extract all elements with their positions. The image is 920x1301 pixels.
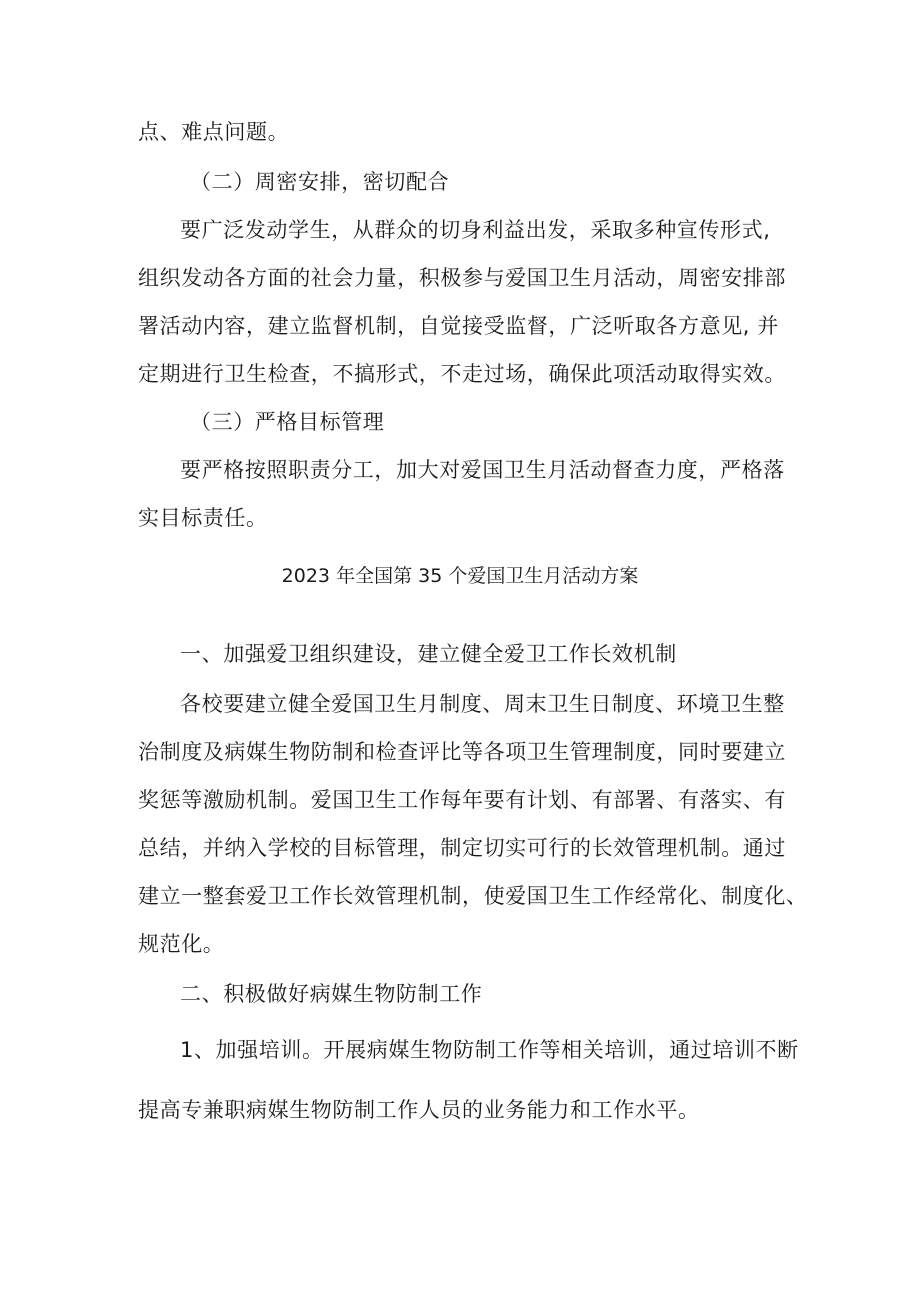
paragraph-line: 建立一整套爱卫工作长效管理机制，使爱国卫生工作经常化、制度化、 — [138, 884, 808, 908]
section-heading: 一、加强爱卫组织建设，建立健全爱卫工作长效机制 — [180, 642, 677, 666]
paragraph-line: 署活动内容，建立监督机制，自觉接受监督，广泛听取各方意见, 并 — [138, 314, 779, 338]
paragraph-line: 规范化。 — [138, 932, 225, 956]
paragraph-line: 要严格按照职责分工，加大对爱国卫生月活动督查力度，严格落 — [180, 458, 785, 482]
paragraph-line: 实目标责任。 — [138, 506, 268, 530]
section-heading: （二）周密安排，密切配合 — [190, 170, 450, 194]
section-heading: 二、积极做好病媒生物防制工作 — [180, 982, 483, 1006]
paragraph-line: 1、加强培训。开展病媒生物防制工作等相关培训，通过培训不断 — [180, 1038, 799, 1062]
document-title: 2023 年全国第 35 个爱国卫生月活动方案 — [281, 565, 639, 587]
paragraph-line: 点、难点问题。 — [138, 120, 290, 144]
paragraph-line: 各校要建立健全爱国卫生月制度、周末卫生日制度、环境卫生整 — [180, 692, 785, 716]
paragraph-line: 要广泛发动学生，从群众的切身利益出发，采取多种宣传形式, — [180, 218, 771, 242]
paragraph-line: 治制度及病媒生物防制和检查评比等各项卫生管理制度，同时要建立 — [138, 740, 786, 764]
paragraph-line: 定期进行卫生检查，不搞形式，不走过场，确保此项活动取得实效。 — [138, 362, 786, 386]
paragraph-line: 总结，并纳入学校的目标管理，制定切实可行的长效管理机制。通过 — [138, 836, 786, 860]
section-heading: （三）严格目标管理 — [190, 410, 385, 434]
paragraph-line: 提高专兼职病媒生物防制工作人员的业务能力和工作水平。 — [138, 1098, 700, 1122]
paragraph-line: 奖惩等激励机制。爱国卫生工作每年要有计划、有部署、有落实、有 — [138, 788, 786, 812]
paragraph-line: 组织发动各方面的社会力量，积极参与爱国卫生月活动，周密安排部 — [138, 266, 786, 290]
